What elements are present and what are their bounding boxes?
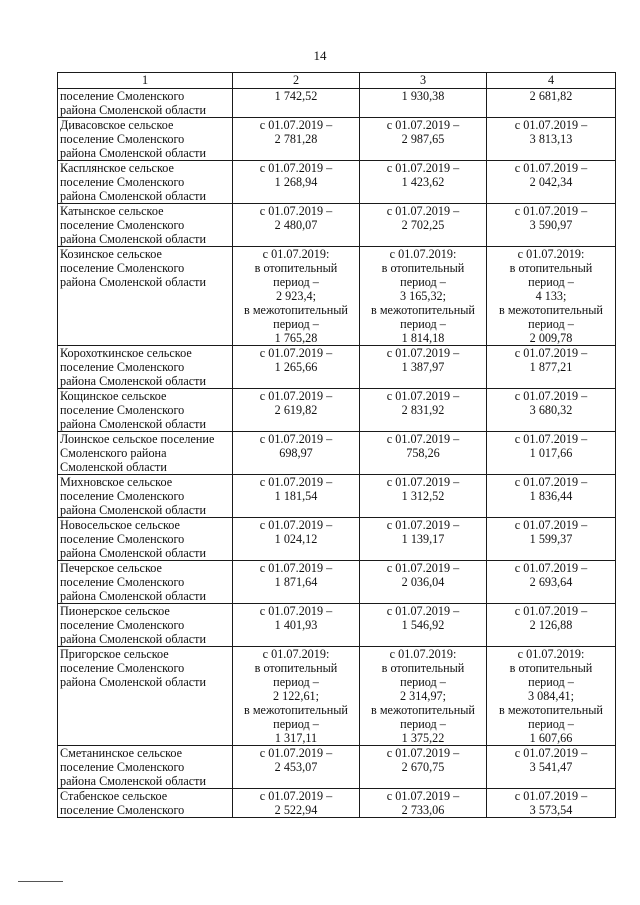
tariff-value-line: 2 681,82 — [529, 89, 573, 103]
settlement-name-line: Сметанинское сельское — [60, 746, 183, 760]
tariff-value-line: период – — [528, 275, 574, 289]
tariff-value-cell — [487, 89, 616, 118]
table-row — [58, 746, 616, 789]
tariff-value-line: с 01.07.2019 – — [259, 118, 333, 132]
tariff-value-cell — [233, 475, 360, 518]
tariff-value-line: в межотопительный — [499, 703, 603, 717]
tariff-value-cell — [233, 789, 360, 818]
tariff-value-cell — [360, 647, 487, 746]
settlement-name-line: района Смоленской области — [60, 417, 206, 431]
tariff-value-line: период – — [528, 717, 574, 731]
settlement-name-line: Пионерское сельское — [60, 604, 170, 618]
tariff-value-cell — [360, 346, 487, 389]
tariff-value-line: в отопительный — [254, 261, 338, 275]
tariff-value-line: 2 453,07 — [274, 760, 318, 774]
tariff-value-line: 2 314,97; — [399, 689, 447, 703]
tariff-value-cell — [233, 89, 360, 118]
tariff-value-line: 1 836,44 — [529, 489, 573, 503]
tariff-value-line: с 01.07.2019 – — [386, 746, 460, 760]
tariff-value-line: 1 930,38 — [401, 89, 445, 103]
tariff-value-cell — [360, 389, 487, 432]
tariff-value-cell — [360, 118, 487, 161]
footnote-divider — [18, 881, 63, 882]
tariff-value-line: 1 814,18 — [401, 331, 445, 345]
settlement-name-line: Корохоткинское сельское — [60, 346, 192, 360]
tariff-value-line: с 01.07.2019 – — [259, 475, 333, 489]
tariff-value-line: 1 742,52 — [274, 89, 318, 103]
tariff-value-cell — [487, 647, 616, 746]
tariff-value-line: период – — [400, 275, 446, 289]
tariff-value-line: с 01.07.2019 – — [514, 518, 588, 532]
settlement-name-line: района Смоленской области — [60, 675, 206, 689]
settlement-name-cell — [58, 604, 233, 647]
settlement-name-line: поселение Смоленского — [60, 489, 185, 503]
table-row — [58, 647, 616, 746]
tariff-value-line: 1 265,66 — [274, 360, 318, 374]
tariff-value-line: с 01.07.2019 – — [259, 204, 333, 218]
settlement-name-line: поселение Смоленского — [60, 803, 185, 817]
tariff-value-cell — [487, 746, 616, 789]
tariff-value-cell — [487, 432, 616, 475]
tariff-value-cell — [233, 746, 360, 789]
tariff-value-line: с 01.07.2019 – — [259, 746, 333, 760]
tariff-value-line: с 01.07.2019 – — [386, 161, 460, 175]
tariff-value-line: 3 084,41; — [527, 689, 575, 703]
tariff-value-line: период – — [400, 317, 446, 331]
settlement-name-cell — [58, 432, 233, 475]
tariff-value-line: 2 923,4; — [276, 289, 316, 303]
tariff-value-line: 2 733,06 — [401, 803, 445, 817]
tariff-value-cell — [233, 389, 360, 432]
settlement-name-line: Лоинское сельское поселение — [60, 432, 215, 446]
tariff-value-cell — [487, 789, 616, 818]
tariff-value-cell — [360, 89, 487, 118]
tariff-value-cell — [360, 247, 487, 346]
page-number: 14 — [313, 48, 327, 63]
tariff-value-line: с 01.07.2019 – — [259, 346, 333, 360]
tariff-value-line: в отопительный — [509, 261, 593, 275]
tariff-value-line: 1 423,62 — [401, 175, 445, 189]
tariff-value-line: 2 831,92 — [401, 403, 445, 417]
tariff-value-line: с 01.07.2019 – — [259, 518, 333, 532]
tariff-value-line: 1 546,92 — [401, 618, 445, 632]
tariff-value-line: 2 693,64 — [529, 575, 573, 589]
tariff-value-line: с 01.07.2019 – — [514, 389, 588, 403]
tariff-value-line: 3 680,32 — [529, 403, 573, 417]
settlement-name-cell — [58, 118, 233, 161]
tariff-value-line: в межотопительный — [244, 303, 348, 317]
settlement-name-line: района Смоленской области — [60, 146, 206, 160]
settlement-name-line: Дивасовское сельское — [60, 118, 174, 132]
settlement-name-line: Смоленской области — [60, 460, 167, 474]
table-row — [58, 561, 616, 604]
header-cell: 1 — [58, 73, 233, 89]
settlement-name-line: Смоленского района — [60, 446, 167, 460]
settlement-name-line: поселение Смоленского — [60, 261, 185, 275]
settlement-name-line: района Смоленской области — [60, 503, 206, 517]
settlement-name-line: района Смоленской области — [60, 189, 206, 203]
tariff-value-line: с 01.07.2019 – — [386, 561, 460, 575]
settlement-name-line: поселение Смоленского — [60, 360, 185, 374]
tariff-value-line: с 01.07.2019 – — [386, 389, 460, 403]
settlement-name-cell — [58, 346, 233, 389]
tariff-value-line: период – — [273, 317, 319, 331]
settlement-name-line: Новосельское сельское — [60, 518, 180, 532]
tariff-value-cell — [233, 561, 360, 604]
tariff-value-line: 1 181,54 — [274, 489, 318, 503]
tariff-value-cell — [487, 389, 616, 432]
tariff-value-line: с 01.07.2019 – — [514, 346, 588, 360]
tariff-value-line: с 01.07.2019: — [262, 247, 330, 261]
settlement-name-line: Печерское сельское — [60, 561, 162, 575]
tariff-value-line: в межотопительный — [499, 303, 603, 317]
tariff-table — [57, 72, 616, 818]
tariff-value-line: период – — [400, 717, 446, 731]
tariff-value-line: 2 987,65 — [401, 132, 445, 146]
settlement-name-line: района Смоленской области — [60, 232, 206, 246]
settlement-name-line: района Смоленской области — [60, 632, 206, 646]
tariff-value-cell — [233, 604, 360, 647]
tariff-value-cell — [233, 118, 360, 161]
settlement-name-line: района Смоленской области — [60, 103, 206, 117]
settlement-name-cell — [58, 89, 233, 118]
tariff-value-cell — [233, 247, 360, 346]
settlement-name-line: района Смоленской области — [60, 546, 206, 560]
tariff-value-line: 2 009,78 — [529, 331, 573, 345]
tariff-value-line: 1 765,28 — [274, 331, 318, 345]
tariff-value-line: 1 877,21 — [529, 360, 573, 374]
settlement-name-cell — [58, 161, 233, 204]
tariff-value-cell — [360, 604, 487, 647]
tariff-value-line: с 01.07.2019 – — [514, 746, 588, 760]
tariff-value-line: с 01.07.2019 – — [514, 475, 588, 489]
tariff-value-line: с 01.07.2019 – — [386, 118, 460, 132]
tariff-value-cell — [360, 789, 487, 818]
tariff-value-cell — [233, 432, 360, 475]
settlement-name-cell — [58, 389, 233, 432]
tariff-value-line: в отопительный — [254, 661, 338, 675]
settlement-name-cell — [58, 746, 233, 789]
tariff-value-line: период – — [273, 717, 319, 731]
settlement-name-line: поселение Смоленского — [60, 175, 185, 189]
tariff-value-line: с 01.07.2019 – — [259, 561, 333, 575]
settlement-name-line: поселение Смоленского — [60, 403, 185, 417]
tariff-value-line: 3 165,32; — [399, 289, 447, 303]
table-row — [58, 518, 616, 561]
tariff-value-cell — [360, 432, 487, 475]
tariff-value-line: 1 024,12 — [274, 532, 318, 546]
tariff-value-line: с 01.07.2019: — [262, 647, 330, 661]
tariff-value-line: с 01.07.2019: — [389, 247, 457, 261]
settlement-name-cell — [58, 204, 233, 247]
tariff-value-line: в межотопительный — [371, 703, 475, 717]
tariff-value-line: 3 813,13 — [529, 132, 573, 146]
settlement-name-line: района Смоленской области — [60, 374, 206, 388]
settlement-name-line: Пригорское сельское — [60, 647, 169, 661]
tariff-value-line: 2 036,04 — [401, 575, 445, 589]
tariff-value-line: период – — [273, 275, 319, 289]
settlement-name-line: Катынское сельское — [60, 204, 164, 218]
tariff-value-line: в отопительный — [381, 661, 465, 675]
tariff-value-line: 1 607,66 — [529, 731, 573, 745]
tariff-value-cell — [487, 204, 616, 247]
tariff-value-line: 4 133; — [535, 289, 567, 303]
table-body — [58, 89, 616, 818]
tariff-value-line: с 01.07.2019: — [389, 647, 457, 661]
settlement-name-line: поселение Смоленского — [60, 89, 185, 103]
settlement-name-line: Михновское сельское — [60, 475, 173, 489]
tariff-value-line: 1 871,64 — [274, 575, 318, 589]
tariff-value-cell — [233, 204, 360, 247]
settlement-name-line: Козинское сельское — [60, 247, 162, 261]
tariff-value-line: 2 042,34 — [529, 175, 573, 189]
tariff-value-line: в межотопительный — [244, 703, 348, 717]
tariff-value-line: с 01.07.2019 – — [259, 432, 333, 446]
tariff-value-line: период – — [273, 675, 319, 689]
tariff-value-line: с 01.07.2019 – — [259, 604, 333, 618]
settlement-name-line: Кощинское сельское — [60, 389, 167, 403]
tariff-value-line: с 01.07.2019 – — [514, 789, 588, 803]
tariff-value-line: в межотопительный — [371, 303, 475, 317]
tariff-value-line: 1 387,97 — [401, 360, 445, 374]
tariff-value-cell — [360, 475, 487, 518]
tariff-value-cell — [487, 346, 616, 389]
tariff-value-cell — [360, 746, 487, 789]
tariff-value-line: с 01.07.2019 – — [386, 346, 460, 360]
tariff-value-line: с 01.07.2019 – — [259, 161, 333, 175]
table-row — [58, 204, 616, 247]
tariff-value-line: 1 017,66 — [529, 446, 573, 460]
tariff-value-cell — [487, 475, 616, 518]
tariff-value-line: с 01.07.2019 – — [514, 161, 588, 175]
tariff-value-line: 2 670,75 — [401, 760, 445, 774]
tariff-value-line: 2 619,82 — [274, 403, 318, 417]
table-row — [58, 604, 616, 647]
settlement-name-cell — [58, 247, 233, 346]
tariff-value-cell — [487, 604, 616, 647]
tariff-value-cell — [487, 561, 616, 604]
tariff-value-line: 2 781,28 — [274, 132, 318, 146]
header-cell: 4 — [487, 73, 616, 89]
settlement-name-line: Касплянское сельское — [60, 161, 174, 175]
tariff-value-cell — [487, 247, 616, 346]
table-row — [58, 161, 616, 204]
tariff-value-line: с 01.07.2019 – — [514, 561, 588, 575]
settlement-name-line: поселение Смоленского — [60, 532, 185, 546]
tariff-value-line: 1 599,37 — [529, 532, 573, 546]
tariff-value-line: с 01.07.2019 – — [386, 432, 460, 446]
table-row — [58, 389, 616, 432]
tariff-value-line: с 01.07.2019: — [517, 647, 585, 661]
tariff-value-cell — [360, 204, 487, 247]
tariff-value-line: 2 522,94 — [274, 803, 318, 817]
header-cell: 2 — [233, 73, 360, 89]
tariff-value-line: 758,26 — [406, 446, 440, 460]
tariff-value-line: с 01.07.2019 – — [259, 789, 333, 803]
tariff-value-cell — [360, 561, 487, 604]
tariff-value-cell — [233, 647, 360, 746]
tariff-value-line: с 01.07.2019: — [517, 247, 585, 261]
settlement-name-line: поселение Смоленского — [60, 618, 185, 632]
settlement-name-cell — [58, 518, 233, 561]
table-row — [58, 118, 616, 161]
tariff-value-line: период – — [528, 675, 574, 689]
table-header-row — [58, 73, 616, 89]
settlement-name-line: района Смоленской области — [60, 774, 206, 788]
tariff-value-line: с 01.07.2019 – — [514, 432, 588, 446]
header-cell: 3 — [360, 73, 487, 89]
tariff-value-cell — [360, 161, 487, 204]
settlement-name-line: поселение Смоленского — [60, 218, 185, 232]
tariff-value-line: с 01.07.2019 – — [514, 604, 588, 618]
tariff-value-line: 1 268,94 — [274, 175, 318, 189]
settlement-name-line: поселение Смоленского — [60, 661, 185, 675]
tariff-value-line: с 01.07.2019 – — [386, 475, 460, 489]
settlement-name-line: района Смоленской области — [60, 275, 206, 289]
settlement-name-cell — [58, 475, 233, 518]
settlement-name-line: Стабенское сельское — [60, 789, 168, 803]
tariff-value-line: 1 401,93 — [274, 618, 318, 632]
tariff-value-cell — [233, 346, 360, 389]
tariff-value-line: 1 312,52 — [401, 489, 445, 503]
tariff-value-line: 2 126,88 — [529, 618, 573, 632]
tariff-value-line: в отопительный — [381, 261, 465, 275]
tariff-value-line: 1 139,17 — [401, 532, 445, 546]
settlement-name-line: района Смоленской области — [60, 589, 206, 603]
tariff-value-line: с 01.07.2019 – — [514, 204, 588, 218]
tariff-value-line: 698,97 — [279, 446, 313, 460]
table-row — [58, 789, 616, 818]
tariff-value-line: 3 541,47 — [529, 760, 573, 774]
tariff-value-cell — [360, 518, 487, 561]
settlement-name-line: поселение Смоленского — [60, 575, 185, 589]
table-row — [58, 432, 616, 475]
tariff-value-line: с 01.07.2019 – — [259, 389, 333, 403]
tariff-value-line: 2 480,07 — [274, 218, 318, 232]
tariff-value-cell — [487, 518, 616, 561]
table-row — [58, 247, 616, 346]
tariff-value-line: с 01.07.2019 – — [386, 518, 460, 532]
table-row — [58, 346, 616, 389]
tariff-value-line: с 01.07.2019 – — [514, 118, 588, 132]
tariff-value-line: с 01.07.2019 – — [386, 789, 460, 803]
tariff-value-line: с 01.07.2019 – — [386, 604, 460, 618]
settlement-name-cell — [58, 789, 233, 818]
tariff-value-cell — [233, 161, 360, 204]
tariff-value-line: 2 702,25 — [401, 218, 445, 232]
tariff-value-line: 1 375,22 — [401, 731, 445, 745]
tariff-value-line: 3 590,97 — [529, 218, 573, 232]
tariff-value-cell — [233, 518, 360, 561]
settlement-name-cell — [58, 561, 233, 604]
tariff-value-cell — [487, 118, 616, 161]
tariff-value-line: период – — [528, 317, 574, 331]
tariff-value-cell — [487, 161, 616, 204]
tariff-value-line: в отопительный — [509, 661, 593, 675]
tariff-value-line: с 01.07.2019 – — [386, 204, 460, 218]
table-row — [58, 89, 616, 118]
settlement-name-line: поселение Смоленского — [60, 132, 185, 146]
table-row — [58, 475, 616, 518]
tariff-value-line: период – — [400, 675, 446, 689]
settlement-name-cell — [58, 647, 233, 746]
settlement-name-line: поселение Смоленского — [60, 760, 185, 774]
tariff-value-line: 1 317,11 — [274, 731, 318, 745]
tariff-value-line: 2 122,61; — [272, 689, 320, 703]
tariff-value-line: 3 573,54 — [529, 803, 573, 817]
